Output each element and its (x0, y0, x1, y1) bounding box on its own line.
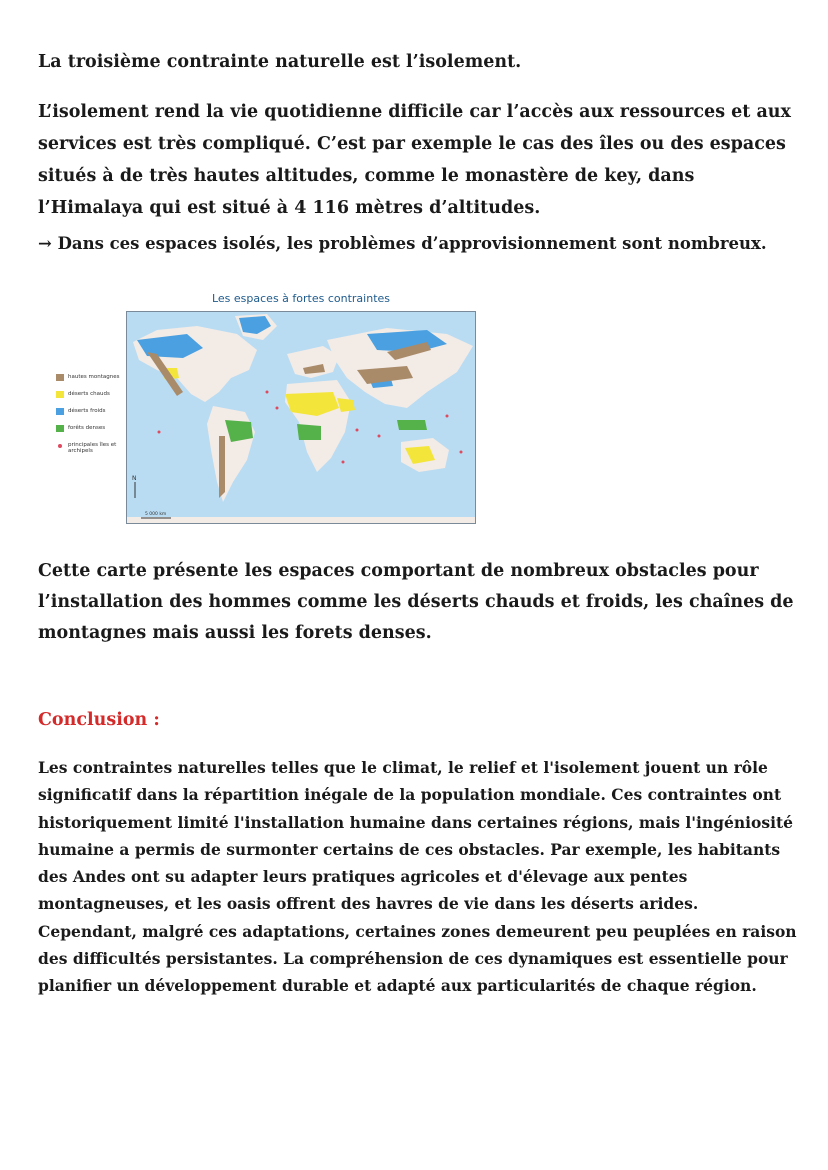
legend-item-forests (56, 425, 126, 442)
legend-label: forêts denses (68, 425, 106, 431)
antarctica (127, 517, 476, 524)
world-map (126, 311, 476, 524)
forest-congo (297, 424, 321, 440)
legend-swatch (56, 425, 64, 432)
north-america (133, 326, 257, 402)
map-title: Les espaces à fortes contraintes (211, 292, 391, 305)
legend-label: hautes montagnes (68, 374, 120, 380)
south-america (207, 406, 255, 502)
arrow-note: → Dans ces espaces isolés, les problèmes d’approvisionnement sont nombreux. (38, 234, 767, 253)
isolation-paragraph: L’isolement rend la vie quotidienne difficile car l’accès aux ressources et aux services est très compliqué. C’est par exemple le cas des îles ou des espaces situés à de très hautes altitudes, comme le monastère de key, dans l’Himalaya qui est situé à 4 116 mètres d’altitudes. (38, 102, 791, 218)
conclusion-text: Les contraintes naturelles telles que le climat, le relief et l'isolement jouent un rôle significatif dans la répartition inégale de la population mondiale. Ces contraintes ont historiquement limité l'installation humaine dans certaines régions, mais l'ingéniosité humaine a permis de surmonter certains de ces obstacles. Par exemple, les habitants des Andes ont su adapter leurs pratiques agricoles et d'élevage aux pentes montagneuses, et les oasis offrent des havres de vie dans les déserts arides. Cependant, malgré ces adaptations, certaines zones demeurent peu peuplées en raison des difficultés persistantes. La compréhension de ces dynamiques est essentielle pour planifier un développement durable et adapté aux particularités de chaque région. (38, 758, 797, 996)
mountain-andes (219, 436, 225, 498)
island-dot (460, 451, 463, 454)
island-dot (378, 435, 381, 438)
north-label: N (132, 475, 137, 482)
legend-item-hot-deserts (56, 391, 126, 408)
island-dot (342, 461, 345, 464)
island-dot (276, 407, 279, 410)
legend-dot (58, 444, 62, 448)
legend-swatch (56, 374, 64, 381)
legend-swatch (56, 391, 64, 398)
legend-item-mountains (56, 374, 126, 391)
legend-swatch (56, 408, 64, 415)
map-legend (56, 374, 126, 459)
island-dot (266, 391, 269, 394)
intro-sentence: La troisième contrainte naturelle est l’isolement. (38, 52, 522, 72)
island-dot (446, 415, 449, 418)
scale-label: 5 000 km (145, 512, 167, 517)
forest-indonesia (397, 420, 427, 430)
island-dot (158, 431, 161, 434)
legend-label: déserts chauds (68, 391, 110, 397)
conclusion-title: Conclusion : (38, 710, 160, 730)
map-description: Cette carte présente les espaces comportant de nombreux obstacles pour l’installation des hommes comme les déserts chauds et froids, les chaînes de montagnes mais aussi les forets denses. (38, 561, 794, 643)
europe (287, 346, 339, 378)
legend-label: déserts froids (68, 408, 106, 414)
legend-label: principales îles et archipels (68, 442, 117, 454)
island-dot (356, 429, 359, 432)
legend-item-cold-deserts (56, 408, 126, 425)
world-map-svg (127, 312, 476, 524)
legend-item-islands (56, 442, 126, 459)
